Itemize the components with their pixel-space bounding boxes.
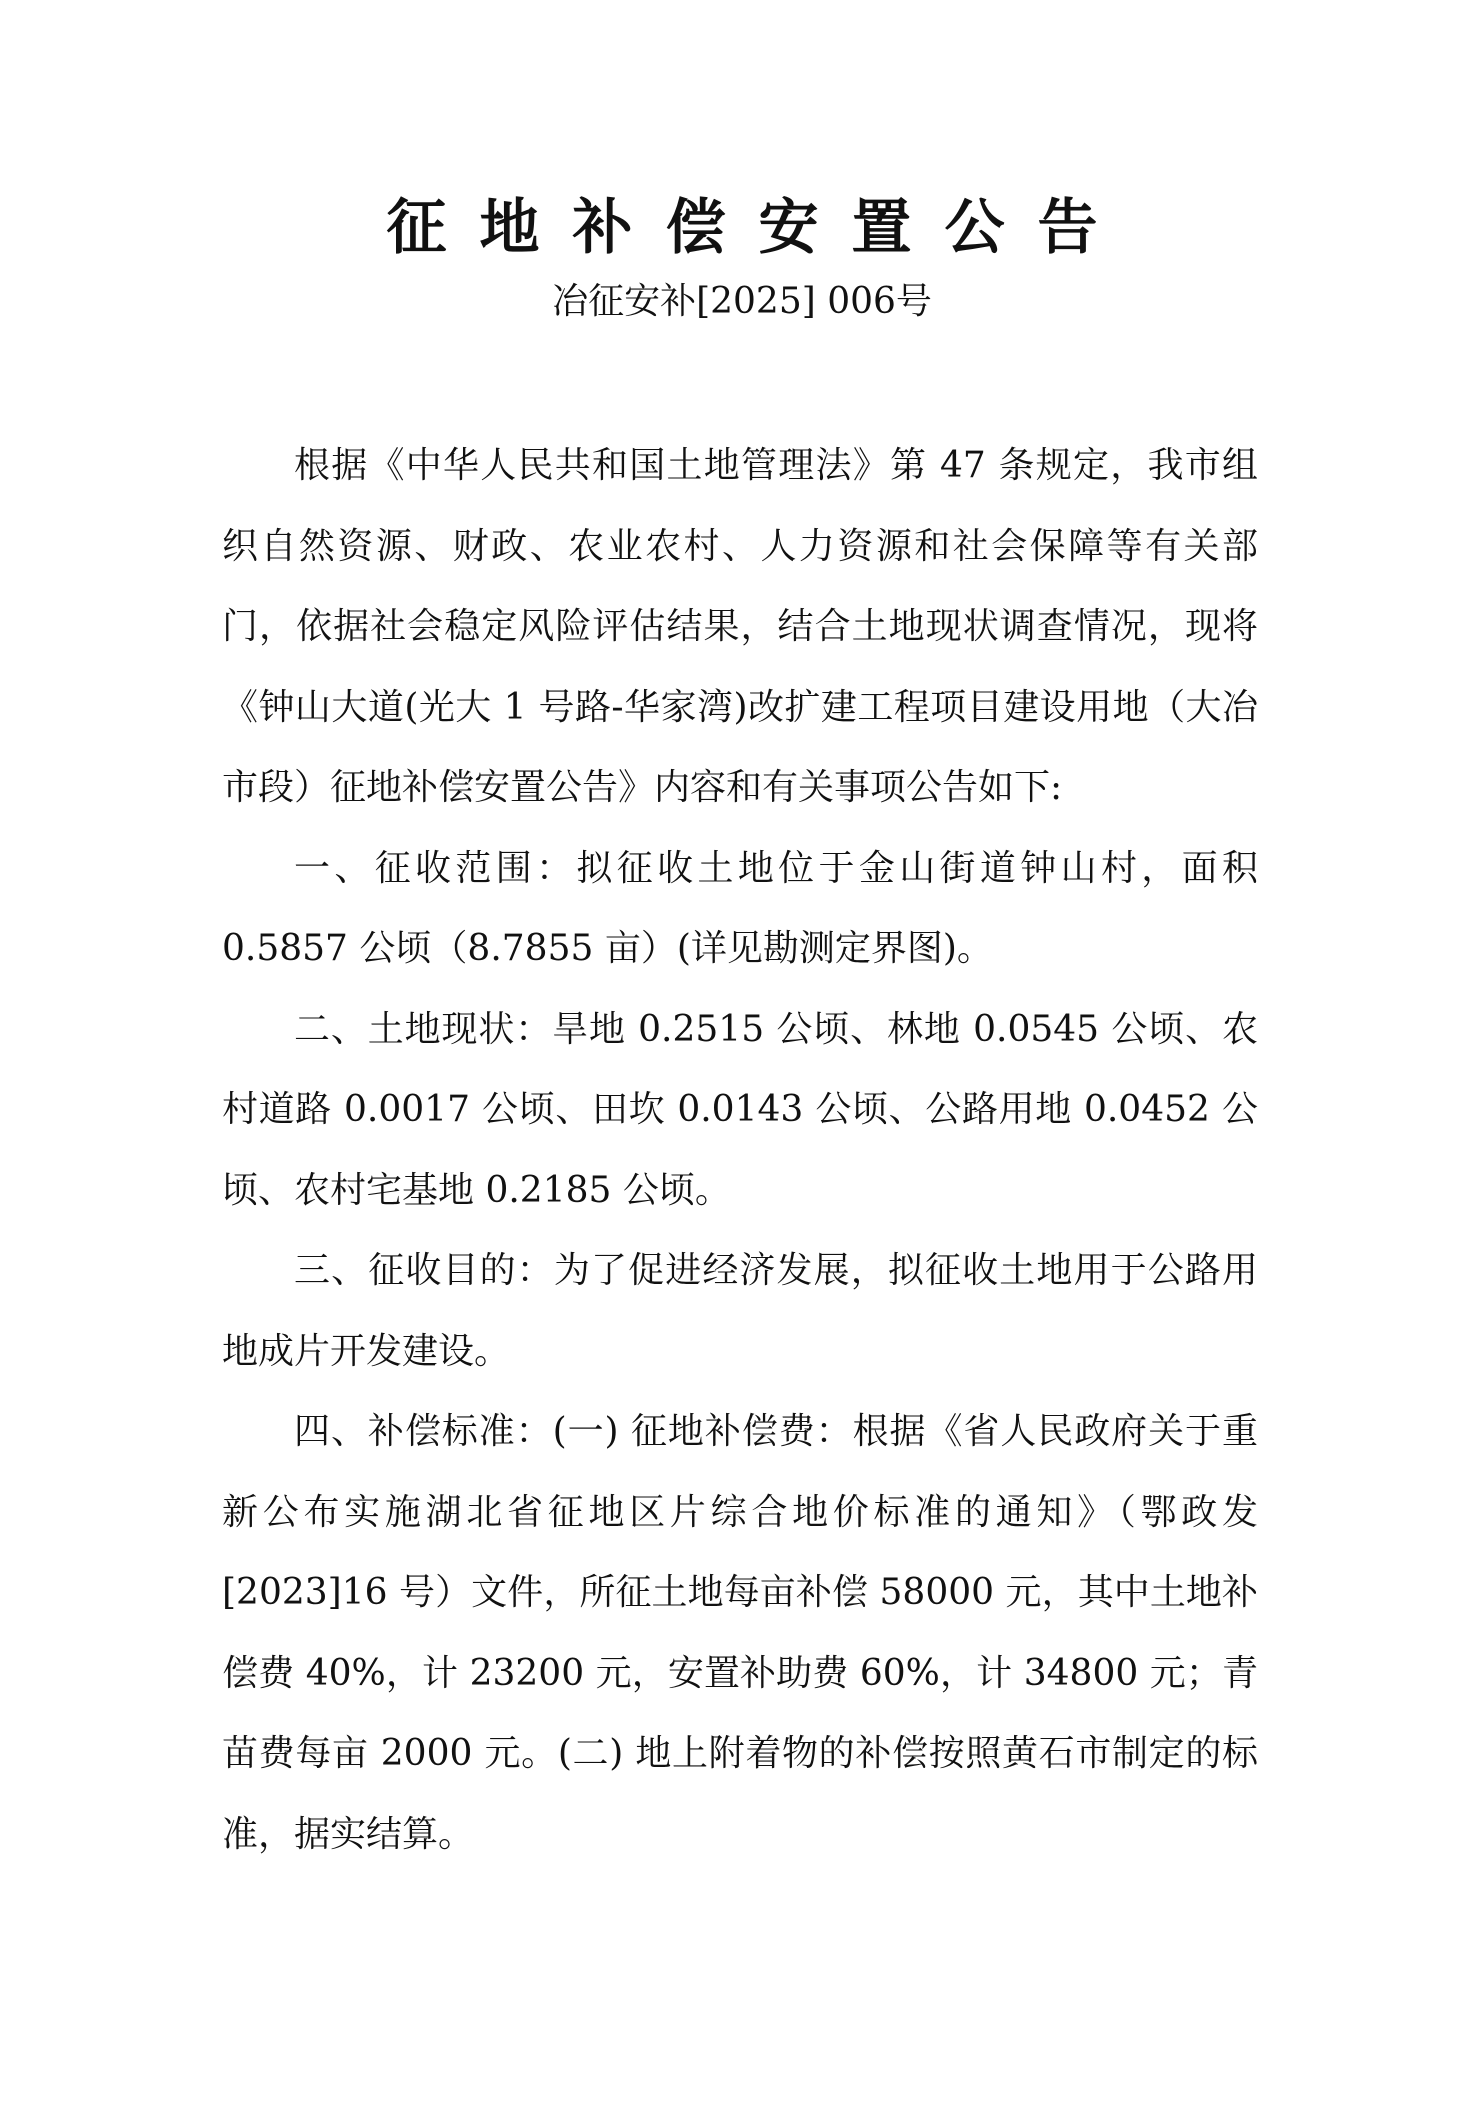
paragraph-compensation: 四、补偿标准：(一) 征地补偿费：根据《省人民政府关于重新公布实施湖北省征地区片综合地价标准的通知》（鄂政发[2023]16 号）文件，所征土地每亩补偿 58000 元，其中土地补偿费 40%，计 23200 元，安置补助费 60%，计 34800 元；青苗费每亩 2000 元。(二) 地上附着物的补偿按照黄石市制定的标准，据实结算。 bbox=[222, 1411, 1258, 1855]
paragraph-purpose: 三、征收目的：为了促进经济发展，拟征收土地用于公路用地成片开发建设。 bbox=[222, 1250, 1258, 1372]
document-number: 冶征安补[2025] 006号 bbox=[552, 281, 932, 322]
paragraph-legal-basis: 根据《中华人民共和国土地管理法》第 47 条规定，我市组织自然资源、财政、农业农村、人力资源和社会保障等有关部门，依据社会稳定风险评估结果，结合土地现状调查情况，现将《钟山大道(光大 1 号路-华家湾)改扩建工程项目建设用地（大冶市段）征地补偿安置公告》内容和有关事项公告如下: bbox=[222, 445, 1258, 808]
document-title: 征地补偿安置公告 bbox=[386, 193, 1131, 263]
paragraph-land-status: 二、土地现状：旱地 0.2515 公顷、林地 0.0545 公顷、农村道路 0.0017 公顷、田坎 0.0143 公顷、公路用地 0.0452 公顷、农村宅基地 0.2185 公顷。 bbox=[222, 1008, 1258, 1211]
document-body bbox=[222, 426, 1258, 1875]
paragraph-scope: 一、征收范围：拟征收土地位于金山街道钟山村，面积 0.5857 公顷（8.7855 亩）(详见勘测定界图)。 bbox=[222, 847, 1258, 969]
